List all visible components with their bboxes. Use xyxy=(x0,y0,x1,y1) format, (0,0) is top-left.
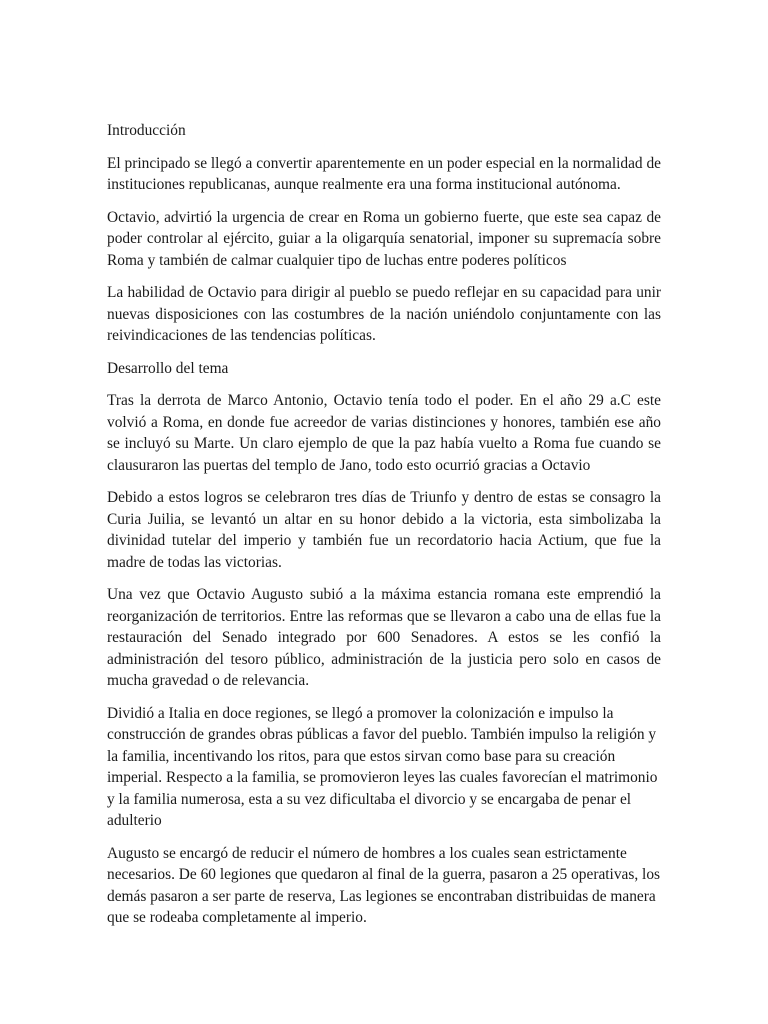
paragraph-intro-3: La habilidad de Octavio para dirigir al pueblo se puedo reflejar en su capacidad para unir nuevas disposiciones con las costumbres de la nación uniéndolo conjuntamente con las reivindicaciones de las tendencias políticas. xyxy=(107,284,661,344)
paragraph-dev-1: Tras la derrota de Marco Antonio, Octavio tenía todo el poder. En el año 29 a.C este volvió a Roma, en donde fue acreedor de varias distinciones y honores, también ese año se incluyó su Marte. Un claro ejemplo de que la paz había vuelto a Roma fue cuando se clausuraron las puertas del templo de Jano, todo esto ocurrió gracias a Octavio xyxy=(107,392,661,474)
heading-introduccion: Introducción xyxy=(107,122,186,139)
paragraph-dev-5: Augusto se encargó de reducir el número de hombres a los cuales sean estrictamente necesarios. De 60 legiones que quedaron al final de la guerra, pasaron a 25 operativas, los demás pasaron a ser parte de reserva, Las legiones se encontraban distribuidas de manera que se rodeaba completamente al imperio. xyxy=(107,844,661,926)
heading-desarrollo: Desarrollo del tema xyxy=(107,359,229,377)
paragraph-intro-1: El principado se llegó a convertir aparentemente en un poder especial en la normalidad de instituciones republicanas, aunque realmente era una forma institucional autónoma. xyxy=(107,154,661,193)
paragraph-intro-2: Octavio, advirtió la urgencia de crear en Roma un gobierno fuerte, que este sea capaz de poder controlar al ejército, guiar a la oligarquía senatorial, imponer su supremacía sobre Roma y también de calmar cualquier tipo de luchas entre poderes políticos xyxy=(107,208,661,269)
paragraph-dev-4: Dividió a Italia en doce regiones, se llegó a promover la colonización e impulso la construcción de grandes obras públicas a favor del pueblo. También impulso la religión y la familia, incentivando los ritos, para que estos sirvan como base para su creación imperial. Respecto a la familia, se promovieron leyes las cuales favorecían el matrimonio y la familia numerosa, esta a su vez dificultaba el divorcio y se encargaba de penar el adulterio xyxy=(107,704,658,829)
document-page xyxy=(107,120,661,940)
paragraph-dev-2: Debido a estos logros se celebraron tres días de Triunfo y dentro de estas se consagro la Curia Juilia, se levantó un altar en su honor debido a la victoria, esta simbolizaba la divinidad tutelar del imperio y también fue un recordatorio hacia Actium, que fue la madre de todas las victorias. xyxy=(107,489,661,571)
paragraph-dev-3: Una vez que Octavio Augusto subió a la máxima estancia romana este emprendió la reorganización de territorios. Entre las reformas que se llevaron a cabo una de ellas fue la restauración del Senado integrado por 600 Senadores. A estos se les confió la administración del tesoro público, administración de la justicia pero solo en casos de mucha gravedad o de relevancia. xyxy=(107,586,661,689)
